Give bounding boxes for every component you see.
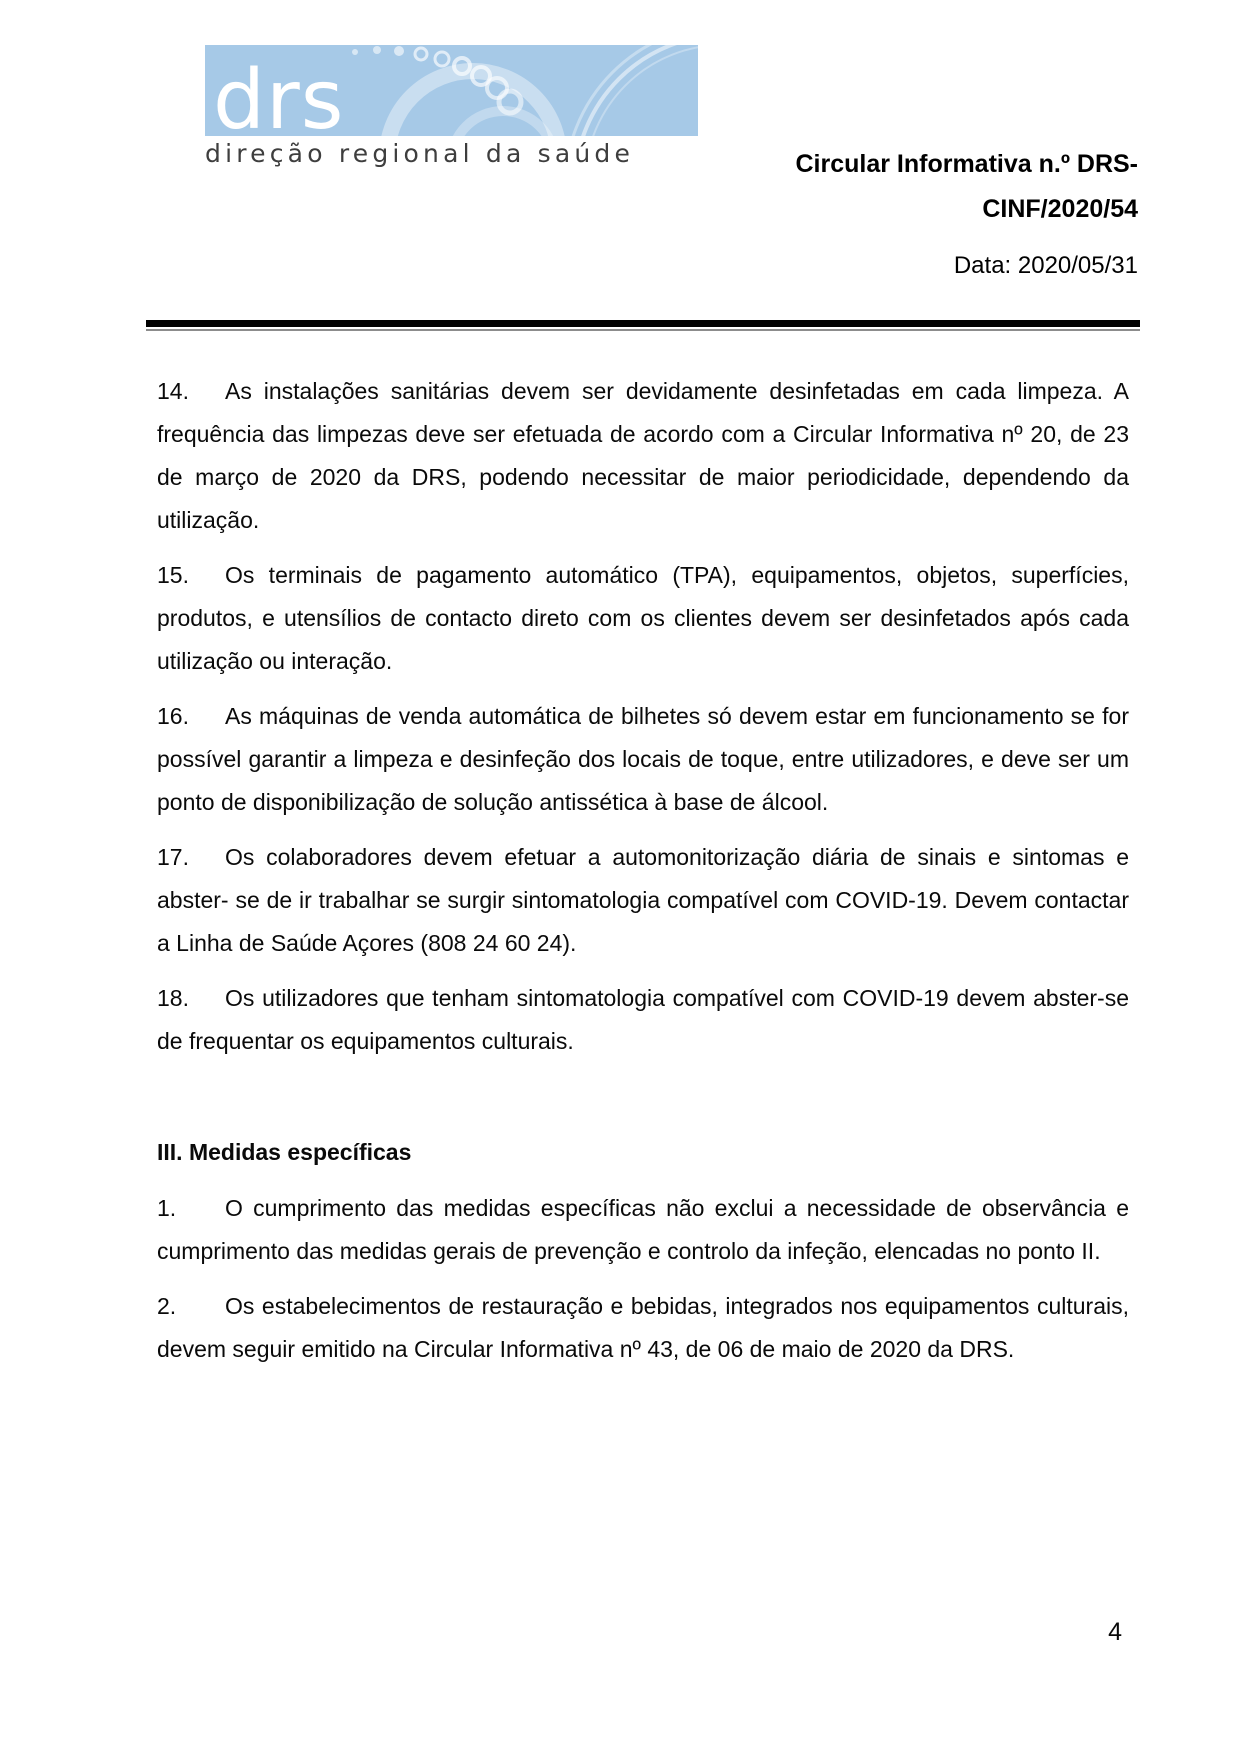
blank-line bbox=[157, 1075, 1129, 1131]
circular-title-line1: Circular Informativa n.º DRS- bbox=[795, 150, 1138, 178]
circular-title-line2: CINF/2020/54 bbox=[982, 195, 1138, 223]
logo-subtitle: direção regional da saúde bbox=[205, 139, 635, 168]
drs-logo bbox=[205, 45, 698, 136]
section-paragraph-2 bbox=[157, 1285, 1129, 1371]
paragraph-18 bbox=[157, 977, 1129, 1063]
paragraph-16 bbox=[157, 695, 1129, 824]
document-body bbox=[157, 370, 1129, 1383]
paragraph-number: 18. bbox=[157, 985, 189, 1011]
paragraph-14 bbox=[157, 370, 1129, 542]
section-paragraph-1 bbox=[157, 1187, 1129, 1273]
circular-header bbox=[795, 142, 1138, 281]
paragraph-text: O cumprimento das medidas específicas não exclui a necessidade de observância e cumprimento das medidas gerais de prevenção e controlo da infeção, elencadas no ponto II. bbox=[157, 1195, 1129, 1264]
paragraph-17 bbox=[157, 836, 1129, 965]
circular-date: Data: 2020/05/31 bbox=[953, 252, 1138, 279]
logo-acronym: drs bbox=[213, 53, 345, 136]
paragraph-number: 16. bbox=[157, 703, 189, 729]
paragraph-number: 17. bbox=[157, 844, 189, 870]
paragraph-text: Os colaboradores devem efetuar a automonitorização diária de sinais e sintomas e abster- se de ir trabalhar se surgir sintomatologia compatível com COVID-19. Devem contactar a Linha de Saúde Açores (808 24 60 24). bbox=[157, 844, 1129, 956]
paragraph-number: 2. bbox=[157, 1293, 177, 1319]
paragraph-15 bbox=[157, 554, 1129, 683]
paragraph-number: 15. bbox=[157, 562, 189, 588]
paragraph-text: As máquinas de venda automática de bilhetes só devem estar em funcionamento se for possível garantir a limpeza e desinfeção dos locais de toque, entre utilizadores, e deve ser um ponto de disponibilização de solução antissética à base de álcool. bbox=[157, 703, 1129, 815]
paragraph-text: Os utilizadores que tenham sintomatologia compatível com COVID-19 devem abster-se de frequentar os equipamentos culturais. bbox=[157, 985, 1129, 1054]
section-heading-medidas-especificas: III. Medidas específicas bbox=[157, 1139, 412, 1165]
paragraph-number: 1. bbox=[157, 1195, 177, 1221]
paragraph-text: As instalações sanitárias devem ser devidamente desinfetadas em cada limpeza. A frequência das limpezas deve ser efetuada de acordo com a Circular Informativa nº 20, de 23 de março de 2020 da DRS, podendo necessitar de maior periodicidade, dependendo da utilização. bbox=[157, 378, 1129, 533]
header-separator-rule bbox=[146, 320, 1140, 331]
paragraph-number: 14. bbox=[157, 378, 189, 404]
page-number: 4 bbox=[1108, 1618, 1122, 1646]
paragraph-text: Os terminais de pagamento automático (TPA), equipamentos, objetos, superfícies, produtos, e utensílios de contacto direto com os clientes devem ser desinfetados após cada utilização ou interação. bbox=[157, 562, 1129, 674]
separator-thin-line bbox=[146, 329, 1140, 331]
paragraph-text: Os estabelecimentos de restauração e bebidas, integrados nos equipamentos culturais, devem seguir emitido na Circular Informativa nº 43, de 06 de maio de 2020 da DRS. bbox=[157, 1293, 1129, 1362]
separator-thick-line bbox=[146, 320, 1140, 327]
